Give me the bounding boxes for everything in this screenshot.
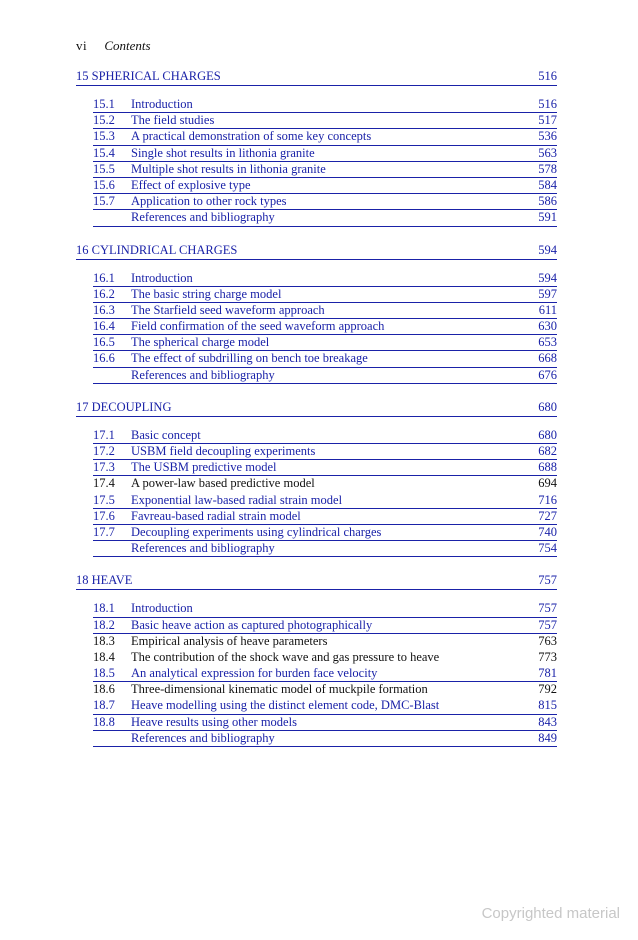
section-page: 682 (538, 444, 557, 458)
section-page: 653 (538, 335, 557, 350)
section-title: The field studies (131, 113, 215, 128)
section-title: References and bibliography (131, 367, 275, 382)
section-title: Single shot results in lithonia granite (131, 145, 315, 160)
toc-entry[interactable] (93, 509, 557, 525)
chapter-17 (76, 400, 557, 558)
section-title: Favreau-based radial strain model (131, 508, 301, 523)
toc-entry[interactable] (93, 113, 557, 129)
section-page: 716 (538, 492, 557, 507)
section-page: 611 (538, 302, 557, 317)
references-entry[interactable] (93, 210, 557, 226)
entry-list (76, 601, 557, 747)
section-page: 563 (538, 145, 557, 160)
section-number: 15.1 (93, 97, 115, 111)
references-entry[interactable] (93, 368, 557, 384)
references-entry[interactable] (93, 541, 557, 557)
chapter-number: 18 (76, 573, 89, 588)
section-number: 17.3 (93, 460, 115, 475)
toc-entry[interactable] (93, 335, 557, 351)
toc-entry (93, 650, 557, 666)
section-number: 17.7 (93, 524, 115, 539)
chapter-heading-link[interactable] (76, 400, 557, 417)
section-title: Introduction (131, 97, 193, 111)
section-page: 586 (538, 194, 557, 209)
section-title: Empirical analysis of heave parameters (131, 633, 328, 648)
section-title: Three-dimensional kinematic model of muckpile formation (131, 682, 428, 697)
page-number: vi (76, 38, 88, 53)
toc-entry[interactable] (93, 618, 557, 634)
section-page: 517 (538, 113, 557, 128)
section-number: 15.5 (93, 161, 115, 176)
toc-entry[interactable] (93, 162, 557, 178)
section-page: 757 (538, 617, 557, 632)
section-title: References and bibliography (131, 210, 275, 225)
section-number: 16.2 (93, 286, 115, 301)
toc-entry[interactable] (93, 428, 557, 444)
section-number: 18.7 (93, 698, 115, 713)
section-number: 18.4 (93, 649, 115, 664)
page-title: Contents (104, 38, 151, 53)
toc-entry[interactable] (93, 178, 557, 194)
section-number: 18.6 (93, 682, 115, 697)
chapter-page: 594 (538, 242, 557, 257)
section-page: 591 (538, 210, 557, 225)
chapter-page: 516 (538, 69, 557, 83)
toc-entry (93, 476, 557, 492)
section-title: Effect of explosive type (131, 177, 251, 192)
section-title: The contribution of the shock wave and gas pressure to heave (131, 649, 440, 664)
chapter-title: SPHERICAL CHARGES (91, 69, 221, 83)
section-number: 17.1 (93, 427, 115, 442)
section-title: Basic heave action as captured photographically (131, 617, 373, 632)
chapter-title: DECOUPLING (91, 399, 172, 414)
section-page: 680 (538, 427, 557, 442)
toc-entry[interactable] (93, 287, 557, 303)
section-title: A practical demonstration of some key concepts (131, 129, 372, 144)
toc-entry[interactable] (93, 525, 557, 541)
toc-entry[interactable] (93, 715, 557, 731)
section-number: 18.1 (93, 601, 115, 616)
toc-entry[interactable] (93, 698, 557, 714)
toc-entry (93, 634, 557, 650)
section-page: 792 (538, 682, 557, 697)
section-page: 781 (538, 666, 557, 681)
chapter-page: 757 (538, 573, 557, 588)
toc-entry[interactable] (93, 146, 557, 162)
toc-entry[interactable] (93, 97, 557, 113)
chapter-heading-link[interactable] (76, 573, 557, 590)
section-title: The basic string charge model (131, 286, 282, 301)
table-of-contents (76, 69, 557, 763)
section-page: 757 (538, 601, 557, 616)
section-title: Decoupling experiments using cylindrical charges (131, 524, 382, 539)
section-page: 676 (538, 367, 557, 382)
chapter-page: 680 (538, 399, 557, 414)
section-number: 17.4 (93, 476, 115, 491)
chapter-number: 16 (76, 242, 89, 257)
section-number: 18.2 (93, 617, 115, 632)
chapter-18 (76, 573, 557, 747)
toc-entry[interactable] (93, 460, 557, 476)
section-number: 15.2 (93, 113, 115, 128)
toc-entry[interactable] (93, 194, 557, 210)
section-number: 18.5 (93, 666, 115, 681)
section-title: Multiple shot results in lithonia granite (131, 161, 326, 176)
section-page: 740 (538, 524, 557, 539)
section-number: 15.3 (93, 129, 115, 144)
chapter-heading-link[interactable] (76, 69, 557, 86)
section-title: Heave modelling using the distinct element code, DMC-Blast (131, 698, 440, 713)
chapter-title: HEAVE (91, 573, 133, 588)
section-page: 594 (538, 270, 557, 285)
entry-list (76, 428, 557, 558)
section-number: 17.2 (93, 444, 115, 458)
section-page: 688 (538, 460, 557, 475)
toc-entry[interactable] (93, 129, 557, 145)
section-page: 849 (538, 730, 557, 745)
section-title: The effect of subdrilling on bench toe breakage (131, 351, 368, 366)
entry-list (76, 97, 557, 227)
toc-entry[interactable] (93, 601, 557, 617)
section-title: References and bibliography (131, 730, 275, 745)
section-page: 668 (538, 351, 557, 366)
section-title: Introduction (131, 270, 193, 285)
section-title: Exponential law-based radial strain model (131, 492, 343, 507)
toc-entry[interactable] (93, 271, 557, 287)
section-page: 727 (538, 508, 557, 523)
copyright-watermark: Copyrighted material (481, 905, 620, 922)
chapter-number: 17 (76, 399, 89, 414)
section-number: 17.5 (93, 492, 115, 507)
chapter-15 (76, 69, 557, 227)
chapter-number: 15 (76, 69, 89, 83)
chapter-16 (76, 243, 557, 384)
section-title: An analytical expression for burden face velocity (131, 666, 378, 681)
section-number: 15.7 (93, 194, 115, 209)
section-page: 843 (538, 714, 557, 729)
toc-entry[interactable] (93, 493, 557, 509)
section-title: The USBM predictive model (131, 460, 277, 475)
section-page: 773 (538, 649, 557, 664)
toc-entry[interactable] (93, 666, 557, 682)
section-number: 15.4 (93, 145, 115, 160)
section-number: 15.6 (93, 177, 115, 192)
section-number: 16.4 (93, 319, 115, 334)
toc-entry[interactable] (93, 351, 557, 367)
section-page: 763 (538, 633, 557, 648)
section-number: 16.6 (93, 351, 115, 366)
section-title: Basic concept (131, 427, 201, 442)
section-page: 754 (538, 541, 557, 556)
running-head (76, 38, 151, 54)
section-page: 516 (538, 97, 557, 111)
section-title: Introduction (131, 601, 193, 616)
section-title: USBM field decoupling experiments (131, 444, 316, 458)
section-number: 18.8 (93, 714, 115, 729)
section-title: Field confirmation of the seed waveform approach (131, 319, 385, 334)
section-number: 16.3 (93, 302, 115, 317)
section-page: 536 (538, 129, 557, 144)
section-title: The spherical charge model (131, 335, 270, 350)
section-title: A power-law based predictive model (131, 476, 315, 491)
section-page: 584 (538, 177, 557, 192)
toc-entry (93, 682, 557, 698)
section-number: 16.5 (93, 335, 115, 350)
toc-entry[interactable] (93, 319, 557, 335)
section-title: Heave results using other models (131, 714, 297, 729)
chapter-title: CYLINDRICAL CHARGES (91, 242, 238, 257)
toc-entry[interactable] (93, 303, 557, 319)
section-page: 815 (538, 698, 557, 713)
section-title: Application to other rock types (131, 194, 287, 209)
section-page: 694 (538, 476, 557, 491)
section-page: 578 (538, 161, 557, 176)
section-number: 17.6 (93, 508, 115, 523)
section-title: References and bibliography (131, 541, 275, 556)
section-number: 18.3 (93, 633, 115, 648)
references-entry[interactable] (93, 731, 557, 747)
chapter-heading-link[interactable] (76, 243, 557, 260)
section-title: The Starfield seed waveform approach (131, 302, 325, 317)
entry-list (76, 271, 557, 384)
section-page: 597 (538, 286, 557, 301)
section-number: 16.1 (93, 270, 115, 285)
toc-entry[interactable] (93, 444, 557, 460)
section-page: 630 (538, 319, 557, 334)
